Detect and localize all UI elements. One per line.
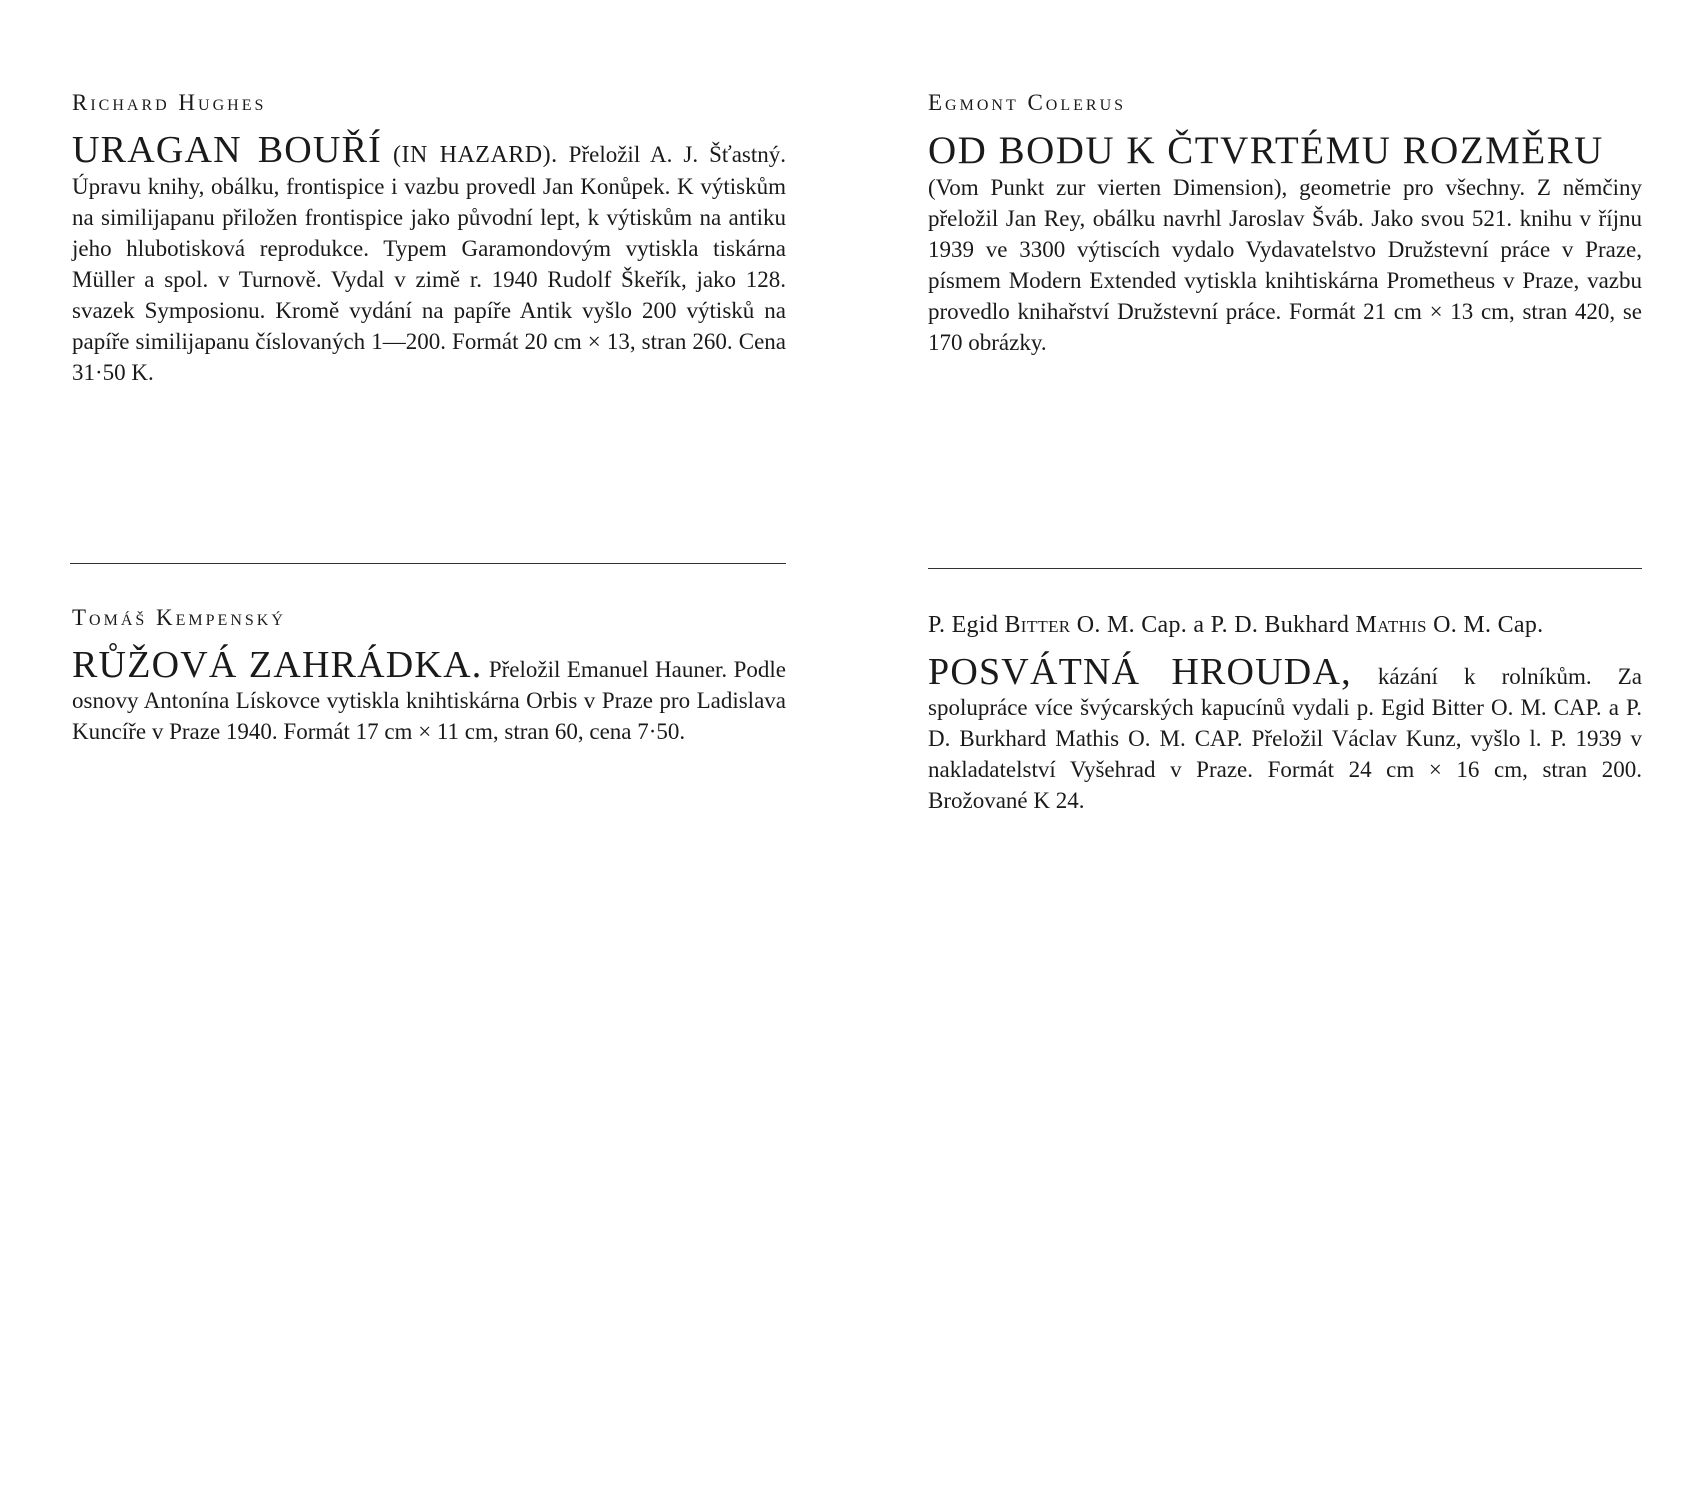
book-description: Přeložil Emanuel Hauner. Podle osnovy Antonína Lískovce vytiskla knihtiskárna Orbis v Praze pro Ladislava Kuncíře v Praze 1940. Formát 17 cm × 11 cm, stran 60, cena 7·50. [72,657,786,744]
book-entry-uragan-bouri [72,88,786,388]
book-description: (Vom Punkt zur vierten Dimension), geometrie pro všechny. Z němčiny přeložil Jan Rey, obálku navrhl Jaroslav Šváb. Jako svou 521. knihu v říjnu 1939 ve 3300 výtiscích vydalo Vydavatelstvo Družstevní práce v Praze, písmem Modern Extended vytiskla knihtiskárna Prometheus v Praze, vazbu provedlo knihařství Družstevní práce. Formát 21 cm × 13 cm, stran 420, se 170 obrázky. [928,175,1642,355]
book-title: OD BODU K ČTVRTÉMU ROZMĚRU [928,129,1604,172]
author-part: O. M. Cap. a P. D. Bukhard [1076,612,1350,638]
author-name: Richard Hughes [72,90,267,115]
author-last-name: Kempenský [156,605,286,630]
book-title: RŮŽOVÁ ZAHRÁDKA. [72,644,483,686]
book-title: POSVÁTNÁ HROUDA, [928,651,1352,693]
author-part: O. M. Cap. [1433,612,1544,638]
book-description: Přeložil A. J. Šťastný. Úpravu knihy, obálku, frontispice i vazbu provedl Jan Konůpek. K výtiskům na similijapanu přiložen frontispice jako původní lept, k výtiskům na antiku jeho hlubotisková reprodukce. Typem Garamondovým vytiskla tiskárna Müller a spol. v Turnově. Vydal v zimě r. 1940 Rudolf Škeřík, jako 128. svazek Symposionu. Kromě vydání na papíře Antik vyšlo 200 výtisků na papíře similijapanu číslovaných 1—200. Formát 20 cm × 13, stran 260. Cena 31·50 K. [72,142,787,385]
entry-text [72,645,786,747]
section-divider [70,563,786,564]
book-entry-posvatna-hrouda [928,610,1642,816]
entry-text [72,130,786,388]
author-surname: Mathis [1355,612,1427,638]
author-name [928,610,1642,640]
author-first-name: Egmont [928,90,1019,115]
entry-text [928,130,1642,358]
author-name [72,603,786,633]
author-last-name: Colerus [1027,90,1127,115]
book-title: URAGAN BOUŘÍ [72,129,382,171]
author-part: P. Egid [928,612,999,638]
book-entry-od-bodu [928,88,1642,358]
book-entry-ruzova-zahradka [72,603,786,747]
entry-text [928,652,1642,816]
original-title: (IN HAZARD). [393,142,558,168]
author-surname: Bitter [1004,612,1071,638]
author-first-name: Tomáš [72,605,148,630]
book-description: kázání k rolníkům. Za spolupráce více švýcarských kapucínů vydali p. Egid Bitter O. M. CAP. a P. D. Burkhard Mathis O. M. CAP. Přeložil Václav Kunz, vyšlo l. P. 1939 v nakladatelství Vyšehrad v Praze. Formát 24 cm × 16 cm, stran 200. Brožované K 24. [928,664,1643,813]
section-divider [928,568,1642,569]
author-name [928,88,1642,118]
